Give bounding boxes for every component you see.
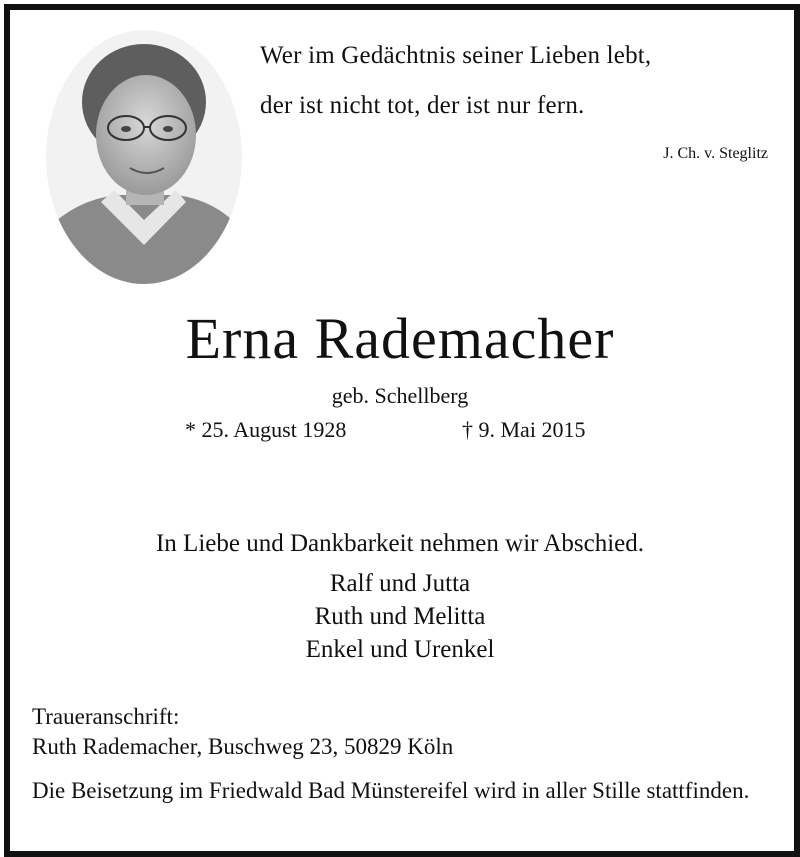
quote-author: J. Ch. v. Steglitz <box>663 145 768 162</box>
farewell-text: In Liebe und Dankbarkeit nehmen wir Abschied. <box>155 530 645 557</box>
address-line: Ruth Rademacher, Buschweg 23, 50829 Köln <box>32 734 454 759</box>
family-list <box>0 567 800 666</box>
maiden-name: geb. Schellberg <box>331 383 469 408</box>
birth-date: * 25. August 1928 <box>185 417 347 442</box>
portrait-photo <box>46 30 242 284</box>
death-date: † 9. Mai 2015 <box>462 417 586 442</box>
family-member: Ralf und Jutta <box>329 570 471 597</box>
quote-line-1: Wer im Gedächtnis seiner Lieben lebt, <box>260 42 652 69</box>
family-member: Enkel und Urenkel <box>305 636 495 663</box>
deceased-name: Erna Rademacher <box>185 306 615 371</box>
address-label: Traueranschrift: <box>32 704 180 729</box>
family-member: Ruth und Melitta <box>314 603 486 630</box>
quote-line-2: der ist nicht tot, der ist nur fern. <box>260 92 585 119</box>
burial-note: Die Beisetzung im Friedwald Bad Münstereifel wird in aller Stille stattfinden. <box>32 778 750 803</box>
